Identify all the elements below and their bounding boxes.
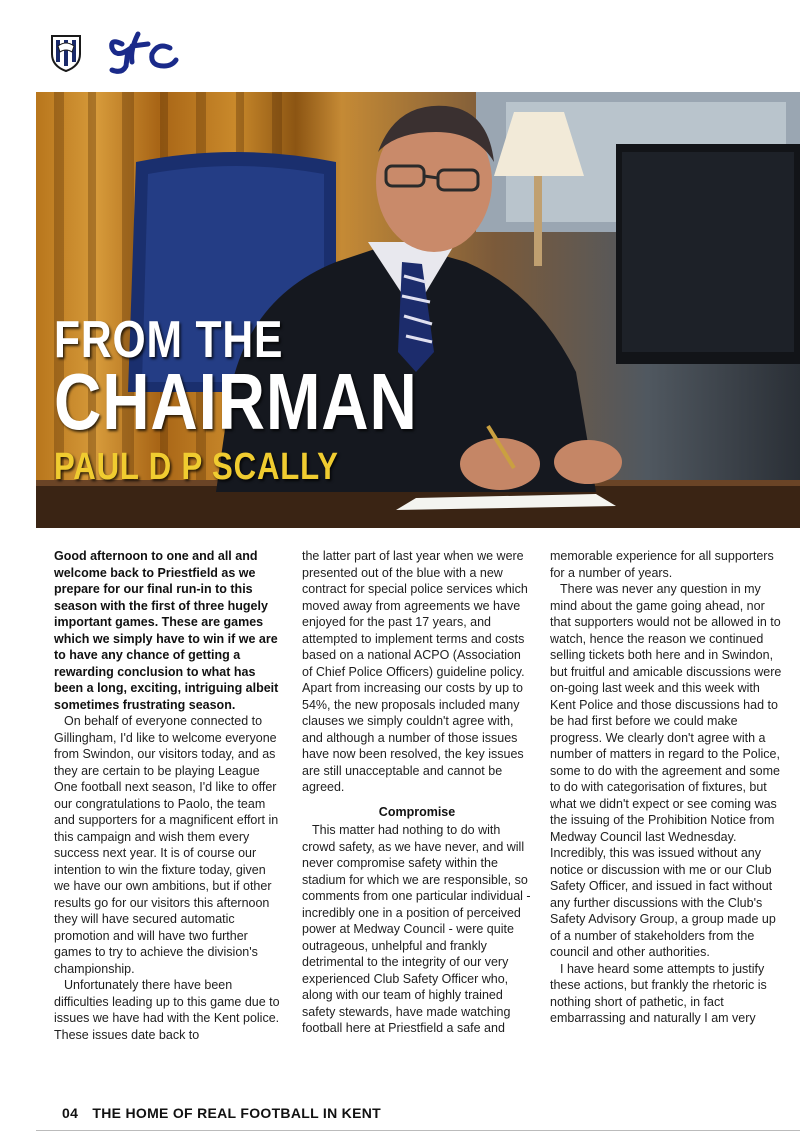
article-paragraph: On behalf of everyone connected to Gillingham, I'd like to welcome everyone from Swindon, our visitors today, and as they are certain to be playing League One football next season, I'd like to offer our congratulations to Paolo, the team and supporters for a magnificent effort in this campaign and wish them every success next year. It is of course our intention to win the fixture today, given we have our own ambitions, but if other results go for our visitors this afternoon they will have secured automatic promotion and will have two further games to try to achieve the division's championship. [54, 714, 279, 976]
article-paragraph: the latter part of last year when we were presented out of the blue with a new contract for special police services which moved away from agreements we have enjoyed for the past 17 years, and attempted to implement terms and costs based on a national ACPO (Association of Chief Police Officers) guideline policy. Apart from increasing our costs by up to 54%, the new proposals included many clauses we simply couldn't agree with, and although a number of those issues have now been resolved, the key issues are still unacceptable and cannot be agreed. [302, 549, 528, 794]
article-subheading: Compromise [378, 804, 456, 819]
chairman-photo [36, 92, 800, 528]
masthead [0, 0, 800, 92]
headline-line-2: CHAIRMAN [54, 357, 418, 446]
article-lead: Good afternoon to one and all and welcome back to Priestfield as we prepare for our final run-in to this season with the first of three hugely important games. These are games which we simply have to win if we are to have any chance of getting a rewarding conclusion to what has been a long, exciting, intriguing albeit sometimes frustrating season. [54, 549, 279, 712]
article-column-1 [54, 548, 284, 1043]
page-number: 04 [62, 1105, 79, 1121]
footer-tagline: THE HOME OF REAL FOOTBALL IN KENT [92, 1105, 381, 1121]
page-footer [62, 1105, 381, 1121]
chairman-name: PAUL D P SCALLY [54, 446, 339, 488]
article-paragraph: This matter had nothing to do with crowd safety, as we have never, and will never compromise safety within the stadium for which we are responsible, so comments from one particular individual - incredibly one in a position of perceived power at Medway Council - were quite outrageous, unhelpful and frankly detrimental to the integrity of our very experienced Club Safety Officer who, along with our team of highly trained safety stewards, have made watching football here at Priestfield a safe and [302, 823, 531, 1035]
article-paragraph: There was never any question in my mind about the game going ahead, nor that supporters would not be allowed in to watch, hence the reason we continued selling tickets both here and in Swindon, but fruitful and amicable discussions were on-going last week and this week with Kent Police and those discussions had to be had first before we could make progress. We clearly don't agree with a number of matters in regard to the Police, some to do with the agreement and some to do with categorisation of fixtures, but what we didn't expect or see coming was the issuing of the Prohibition Notice from Medway Council last Wednesday. Incredibly, this was issued without any notice or discussion with me or our Club Safety Officer, and issued in fact without any further discussions with the Club's Safety Advisory Group, a group made up of a number of stakeholders from the council and other authorities. [550, 582, 782, 959]
article-paragraph: memorable experience for all supporters for a number of years. [550, 549, 774, 580]
article-paragraph: Unfortunately there have been difficulties leading up to this game due to issues we have had with the Kent police. These issues date back to [54, 978, 280, 1042]
article-column-2 [302, 548, 532, 1037]
footer-divider [36, 1130, 800, 1131]
headline-line-1: FROM THE [54, 311, 284, 369]
article-paragraph: I have heard some attempts to justify these actions, but frankly the rhetoric is nothing short of pathetic, in fact embarrassing and naturally I am very [550, 961, 767, 1025]
article-column-3 [550, 548, 788, 1027]
club-crest-icon [50, 32, 82, 72]
club-monogram-logo [104, 26, 184, 76]
